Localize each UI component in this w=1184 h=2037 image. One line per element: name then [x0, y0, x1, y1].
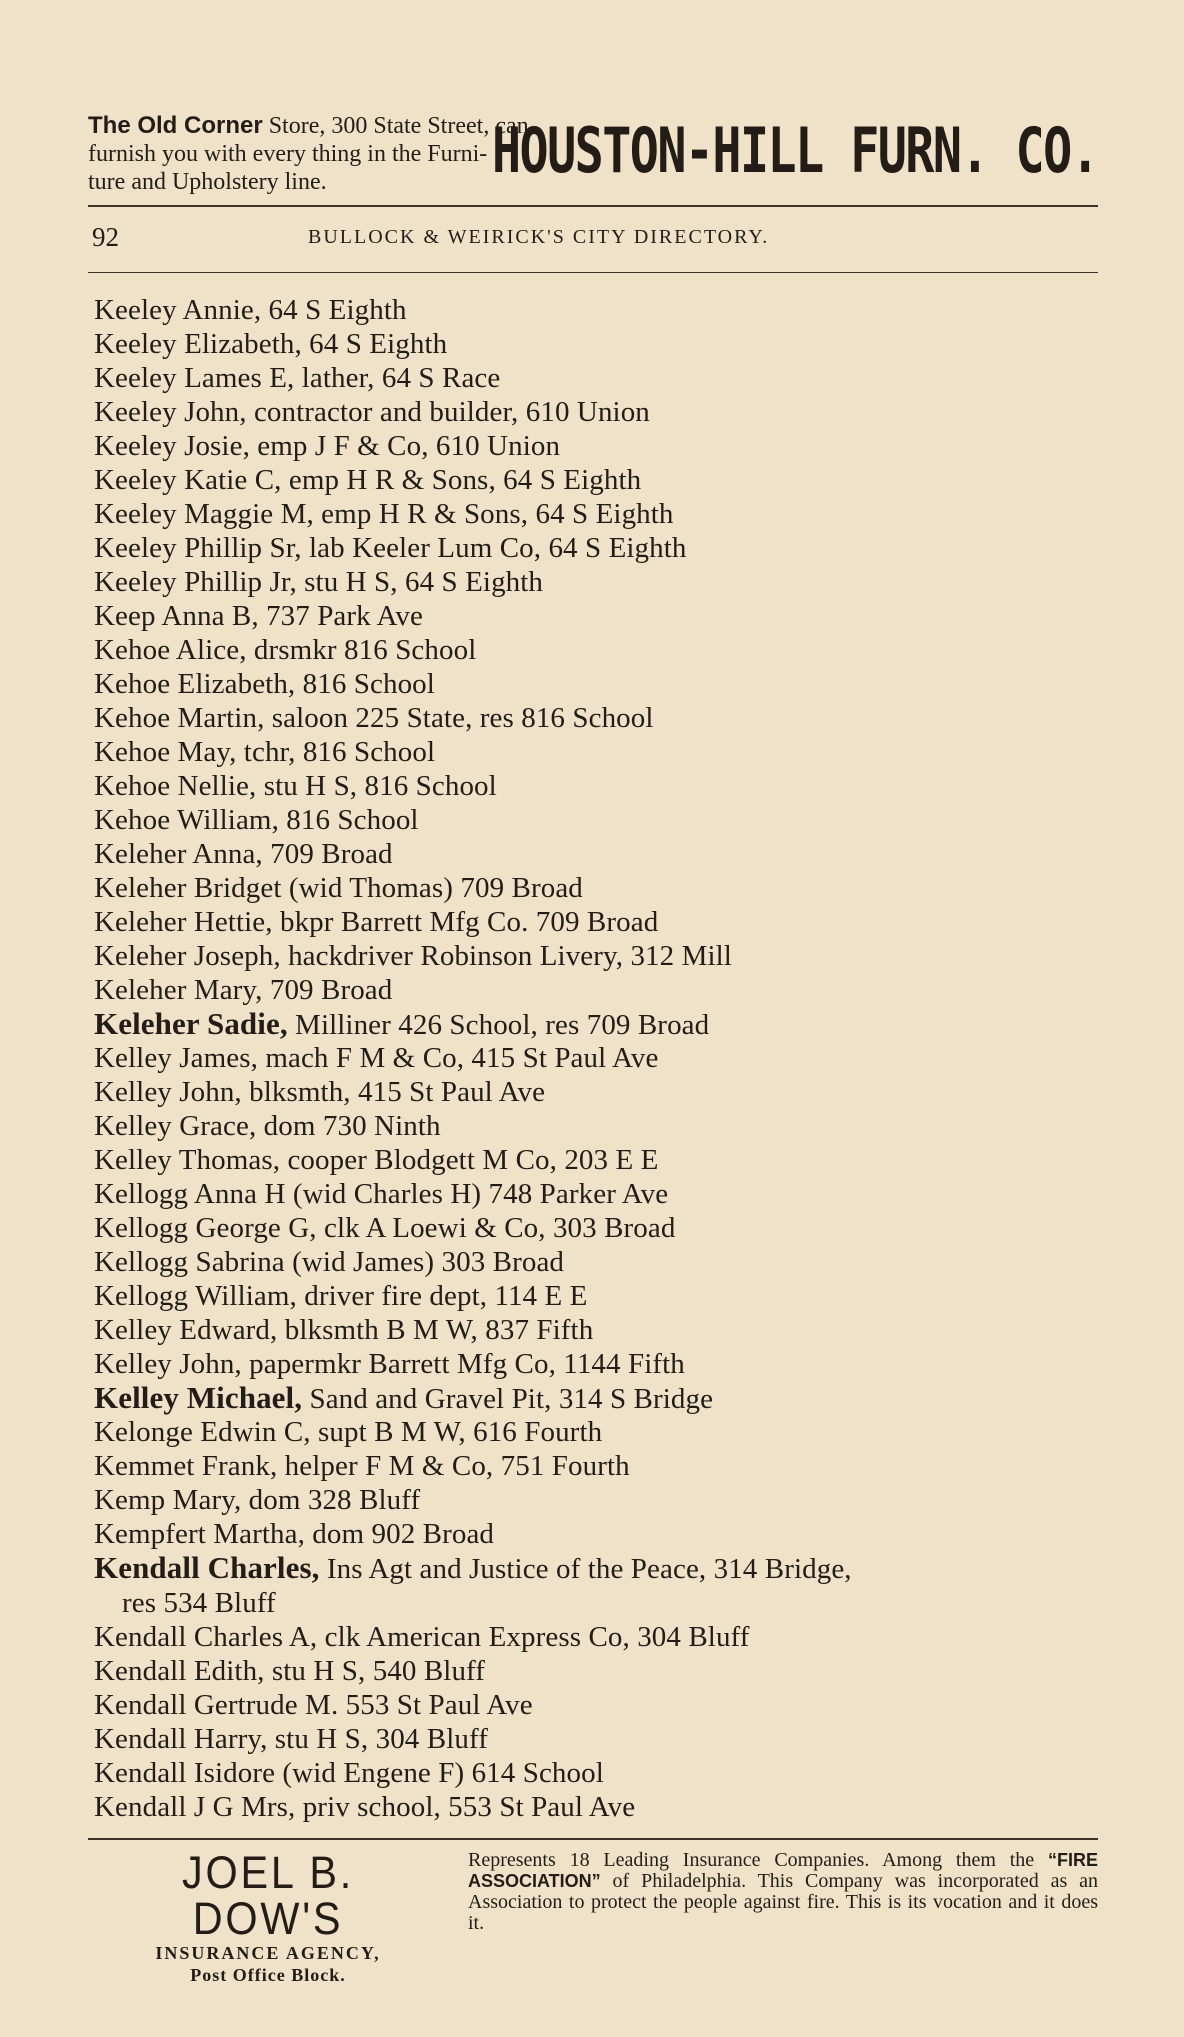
entry-text: Kendall Charles A, clk American Express Co, 304 Bluff: [94, 1621, 750, 1653]
entry-text: Kellogg Sabrina (wid James) 303 Broad: [94, 1246, 565, 1278]
directory-entry: [94, 1483, 1094, 1517]
top-ad-lead-bold: The Old Corner: [88, 112, 263, 139]
directory-entry: [94, 327, 1094, 361]
page-number: 92: [92, 222, 119, 252]
entry-text: Kempfert Martha, dom 902 Broad: [94, 1518, 495, 1550]
entry-text: Kendall Edith, stu H S, 540 Bluff: [94, 1655, 486, 1687]
entry-text: Kelonge Edwin C, supt B M W, 616 Fourth: [94, 1416, 603, 1448]
directory-entry: [94, 565, 1094, 599]
directory-entry: [94, 293, 1094, 327]
entry-text: Keeley Elizabeth, 64 S Eighth: [94, 328, 448, 360]
entry-text: Kemp Mary, dom 328 Bluff: [94, 1484, 421, 1516]
entry-text: Kehoe May, tchr, 816 School: [94, 736, 436, 768]
entry-text: Sand and Gravel Pit, 314 S Bridge: [302, 1383, 714, 1415]
entry-text: Milliner 426 School, res 709 Broad: [287, 1009, 710, 1041]
agency-block: [88, 1847, 448, 1986]
entry-text: Kehoe Martin, saloon 225 State, res 816 School: [94, 702, 654, 734]
entry-bold-name: Kelley Michael,: [94, 1380, 303, 1415]
running-title: BULLOCK & WEIRICK'S CITY DIRECTORY.: [308, 226, 770, 248]
ad-copy-pre: Represents 18 Leading Insurance Companies. Among them the: [468, 1849, 1048, 1871]
top-ad-company-name: HOUSTON-HILL FURN. CO.: [491, 114, 1098, 187]
agency-address: Post Office Block.: [190, 1965, 346, 1985]
directory-entry: [94, 1211, 1094, 1245]
entry-text: Keleher Joseph, hackdriver Robinson Livery, 312 Mill: [94, 940, 732, 972]
entry-text: Kellogg Anna H (wid Charles H) 748 Parker Ave: [94, 1178, 669, 1210]
entry-text: Keeley Phillip Sr, lab Keeler Lum Co, 64 S Eighth: [94, 532, 687, 564]
entry-text: Kellogg George G, clk A Loewi & Co, 303 Broad: [94, 1212, 676, 1244]
directory-entry: [94, 1790, 1094, 1824]
entry-text: Kehoe Alice, drsmkr 816 School: [94, 634, 477, 666]
directory-entry: [94, 973, 1094, 1007]
top-advertisement: [88, 112, 1098, 202]
directory-entry: [94, 531, 1094, 565]
directory-entry: [94, 1075, 1094, 1109]
directory-entry: [94, 1722, 1094, 1756]
entry-text: Kelley Thomas, cooper Blodgett M Co, 203 E E: [94, 1144, 659, 1176]
directory-entry: [94, 769, 1094, 803]
directory-entry: [94, 1347, 1094, 1381]
directory-entry: [94, 599, 1094, 633]
entry-continuation: res 534 Bluff: [122, 1587, 276, 1619]
entry-text: Keeley Lames E, lather, 64 S Race: [94, 362, 501, 394]
entry-text: Keleher Hettie, bkpr Barrett Mfg Co. 709 Broad: [94, 906, 659, 938]
entry-text: Kehoe William, 816 School: [94, 804, 419, 836]
directory-entry: [94, 497, 1094, 531]
entry-text: Keleher Anna, 709 Broad: [94, 838, 393, 870]
entry-text: Keeley Phillip Jr, stu H S, 64 S Eighth: [94, 566, 544, 598]
entry-text: Kelley John, papermkr Barrett Mfg Co, 1144 Fifth: [94, 1348, 685, 1380]
entry-text: Kelley Edward, blksmth B M W, 837 Fifth: [94, 1314, 594, 1346]
entry-text: Kehoe Nellie, stu H S, 816 School: [94, 770, 497, 802]
running-header: [88, 222, 1098, 258]
directory-entry: [94, 701, 1094, 735]
directory-entry: [94, 837, 1094, 871]
header-divider: [88, 272, 1098, 273]
top-ad-lead-rest: Store, 300 State Street, can: [262, 113, 529, 139]
ad-copy-post: of Philadelphia. This Company was incorporated as an Association to protect the people against fire. This is its vocation and it does it.: [468, 1870, 1098, 1934]
entry-text: Kelley James, mach F M & Co, 415 St Paul Ave: [94, 1042, 659, 1074]
entry-text: Keleher Mary, 709 Broad: [94, 974, 393, 1006]
directory-entry: [94, 1517, 1094, 1551]
bottom-divider: [88, 1838, 1098, 1840]
directory-entry: [94, 1279, 1094, 1313]
directory-entry: [94, 463, 1094, 497]
directory-entry: [94, 1688, 1094, 1722]
top-ad-line-2: furnish you with every thing in the Furni-: [88, 141, 488, 167]
directory-entry: [94, 1620, 1094, 1654]
directory-entry: [94, 735, 1094, 769]
directory-entry: [94, 939, 1094, 973]
directory-entry: [94, 1551, 1094, 1620]
directory-entry: [94, 1654, 1094, 1688]
entry-text: Kendall Isidore (wid Engene F) 614 School: [94, 1757, 604, 1789]
directory-entry: [94, 1313, 1094, 1347]
directory-entry: [94, 1245, 1094, 1279]
entry-bold-name: Keleher Sadie,: [94, 1006, 288, 1041]
entry-text: Kellogg William, driver fire dept, 114 E E: [94, 1280, 588, 1312]
entry-text: Kendall Harry, stu H S, 304 Bluff: [94, 1723, 488, 1755]
bottom-advertisement: [88, 1847, 1098, 1985]
ad-copy-bold: “FIRE ASSOCIATION”: [468, 1850, 1098, 1891]
directory-entry: [94, 1007, 1094, 1041]
directory-entry: [94, 1381, 1094, 1415]
agency-name: JOEL B. DOW'S: [182, 1847, 354, 1944]
directory-entry: [94, 1109, 1094, 1143]
directory-entry: [94, 1143, 1094, 1177]
directory-entries: [94, 293, 1094, 1824]
top-ad-line-3: ture and Upholstery line.: [88, 169, 327, 195]
agency-subtitle: INSURANCE AGENCY,: [155, 1943, 381, 1963]
entry-text: Keleher Bridget (wid Thomas) 709 Broad: [94, 872, 583, 904]
entry-text: Keep Anna B, 737 Park Ave: [94, 600, 423, 632]
entry-text: Keeley Annie, 64 S Eighth: [94, 294, 407, 326]
directory-entry: [94, 361, 1094, 395]
entry-text: Keeley John, contractor and builder, 610 Union: [94, 396, 650, 428]
entry-text: Keeley Katie C, emp H R & Sons, 64 S Eighth: [94, 464, 642, 496]
top-divider: [88, 205, 1098, 207]
directory-entry: [94, 395, 1094, 429]
directory-entry: [94, 905, 1094, 939]
directory-entry: [94, 1449, 1094, 1483]
entry-text: Keeley Maggie M, emp H R & Sons, 64 S Eighth: [94, 498, 674, 530]
directory-entry: [94, 803, 1094, 837]
entry-text: Kendall J G Mrs, priv school, 553 St Paul Ave: [94, 1791, 636, 1823]
entry-text: Kehoe Elizabeth, 816 School: [94, 668, 435, 700]
entry-text: Keeley Josie, emp J F & Co, 610 Union: [94, 430, 561, 462]
directory-entry: [94, 1756, 1094, 1790]
entry-text: Kelley Grace, dom 730 Ninth: [94, 1110, 441, 1142]
directory-entry: [94, 1415, 1094, 1449]
directory-entry: [94, 429, 1094, 463]
directory-entry: [94, 1177, 1094, 1211]
directory-entry: [94, 871, 1094, 905]
entry-text: Kendall Gertrude M. 553 St Paul Ave: [94, 1689, 533, 1721]
entry-bold-name: Kendall Charles,: [94, 1550, 320, 1585]
entry-text: Kemmet Frank, helper F M & Co, 751 Fourth: [94, 1450, 630, 1482]
entry-text: Kelley John, blksmth, 415 St Paul Ave: [94, 1076, 546, 1108]
directory-entry: [94, 667, 1094, 701]
entry-text: Ins Agt and Justice of the Peace, 314 Bridge,: [319, 1553, 852, 1585]
directory-entry: [94, 633, 1094, 667]
agency-ad-copy: [468, 1850, 1098, 1934]
directory-entry: [94, 1041, 1094, 1075]
